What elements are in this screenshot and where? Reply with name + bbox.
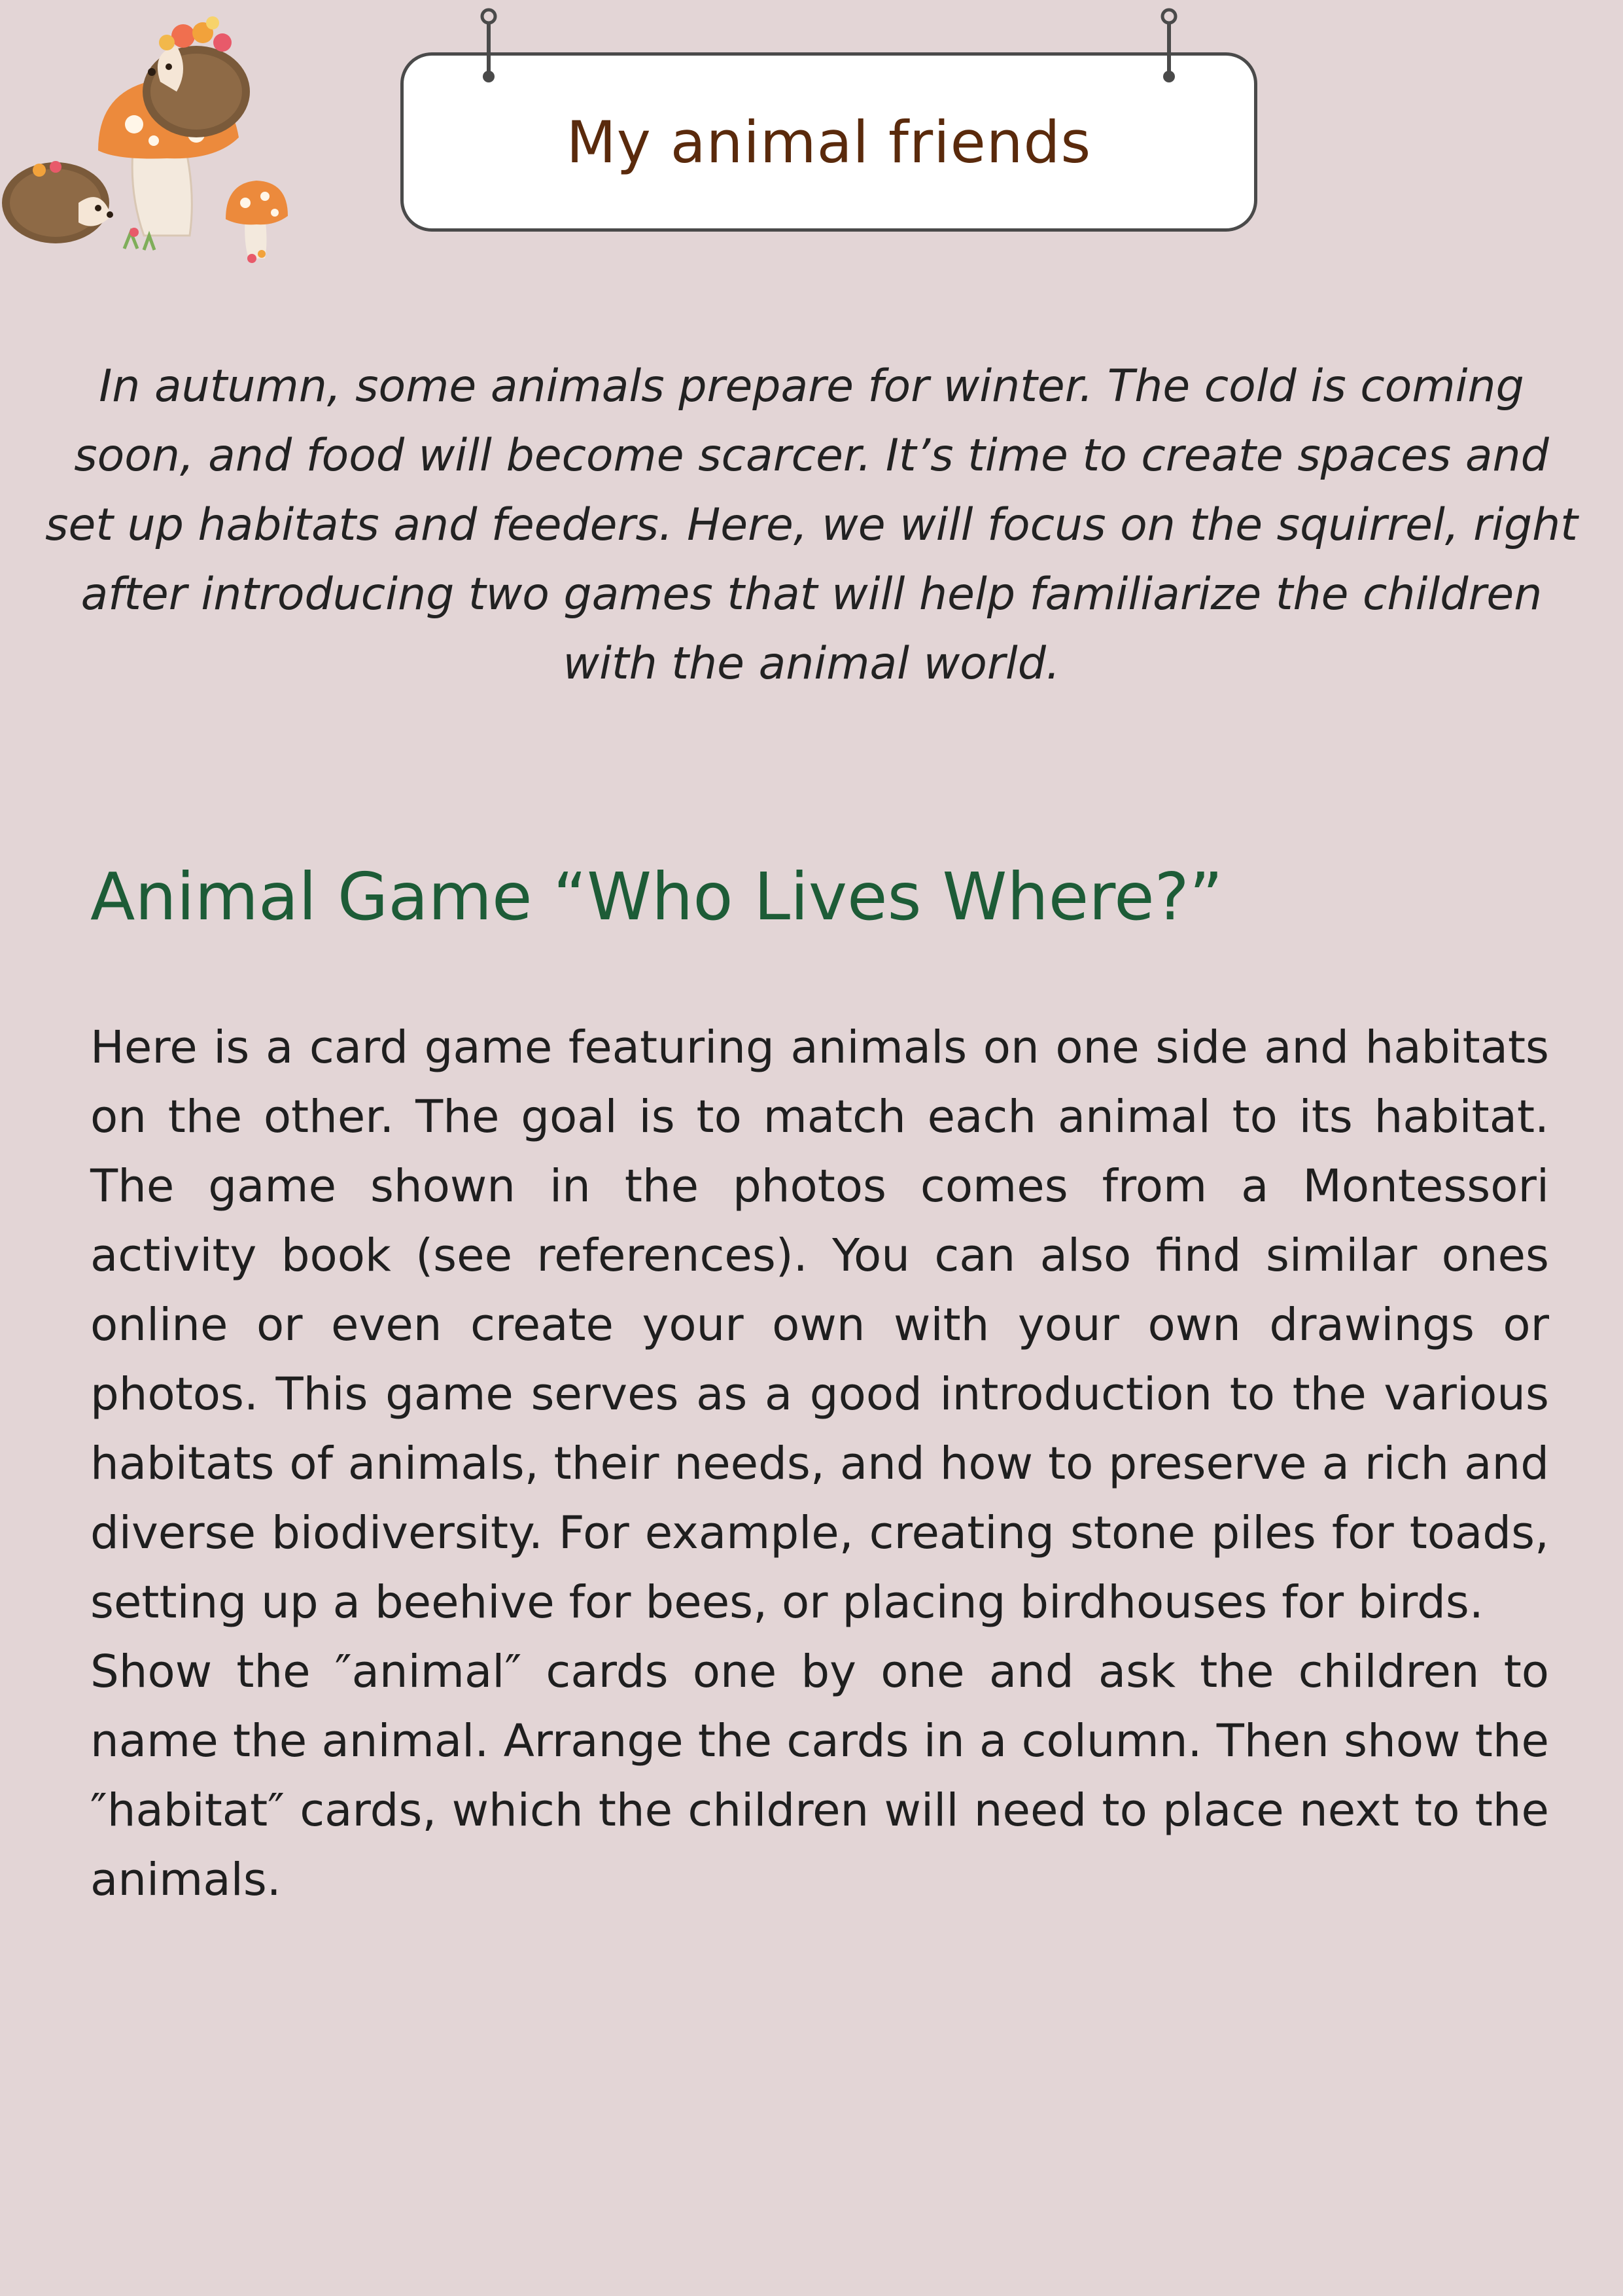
hedgehogs-mushrooms-illustration [0,7,327,268]
body-paragraph: Show the ″animal″ cards one by one and ask the children to name the animal. Arrange the cards in a column. Then show the ″habitat″ cards, which the children will need to place next to the animals. [90,1646,1549,1906]
body-paragraph: Here is a card game featuring animals on one side and habitats on the other. The goal is to match each animal to its habitat. The game shown in the photos comes from a Montessori activity book (see references). You can also find similar ones online or even create your own with your own drawings or photos. This game serves as a good introduction to the various habitats of animals, their needs, and how to preserve a rich and diverse biodiversity. For example, creating stone piles for toads, setting up a beehive for bees, or placing birdhouses for birds. [90,1021,1549,1629]
intro-paragraph: In autumn, some animals prepare for winter. The cold is coming soon, and food will become scarcer. It’s time to create spaces and set up habitats and feeders. Here, we will focus on the squirrel, right after introducing two games that will help familiarize the children with the animal world. [45,361,1578,690]
section-body [90,1013,1549,1915]
title-sign [400,52,1257,232]
section-title: Animal Game “Who Lives Where?” [90,858,1223,935]
page-title: My animal friends [566,108,1092,176]
sign-hook-icon [480,7,498,84]
sign-hook-icon [1160,7,1178,84]
